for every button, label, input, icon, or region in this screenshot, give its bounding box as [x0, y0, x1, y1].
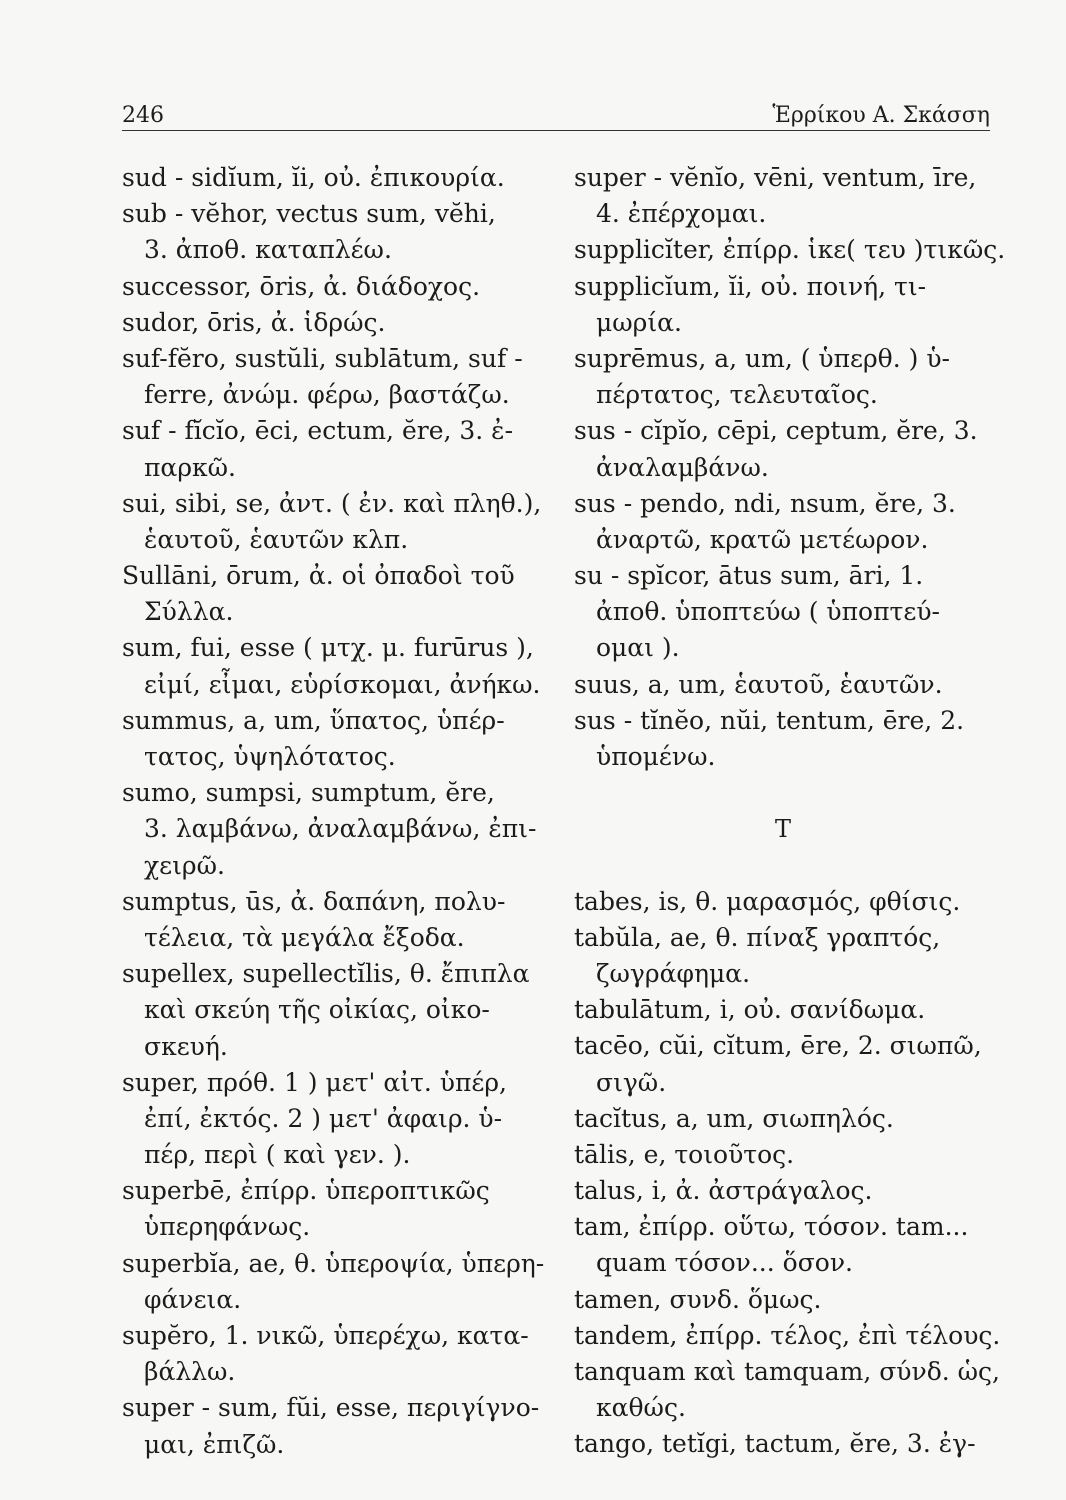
- entry-line: su - spĭcor, ātus sum, āri, 1.: [574, 561, 924, 591]
- entry-line: superbĭa, ae, θ. ὑπεροψία, ὑπερη-: [122, 1248, 545, 1278]
- entry-line: sudor, ōris, ἀ. ἱδρώς.: [122, 307, 386, 337]
- entry-line: sub - vĕhor, vectus sum, vĕhi,: [122, 199, 496, 229]
- entry-line: ζωγράφημα.: [596, 958, 751, 988]
- entry-line: παρκῶ.: [144, 452, 236, 482]
- entry-line: ἑαυτοῦ, ἑαυτῶν κλπ.: [144, 524, 409, 554]
- entry-line: σιγῶ.: [596, 1067, 667, 1097]
- entry-line: φάνεια.: [144, 1284, 242, 1314]
- entry-line: sus - cĭpĭo, cēpi, ceptum, ĕre, 3.: [574, 416, 978, 446]
- entry-line: tanquam καὶ tamquam, σύνδ. ὡς,: [574, 1357, 1000, 1387]
- entry-line: ὑπομένω.: [596, 742, 716, 771]
- entry-line: super - vĕnĭo, vēni, ventum, īre,: [574, 163, 977, 192]
- entry-line: suf-fĕro, sustŭli, sublātum, suf -: [122, 343, 523, 373]
- entry-line: suus, a, um, ἑαυτοῦ, ἑαυτῶν.: [574, 669, 943, 699]
- entry-line: Sullāni, ōrum, ἀ. οἱ ὀπαδοὶ τοῦ: [122, 561, 515, 591]
- entry-line: ἀναρτῶ, κρατῶ μετέωρον.: [596, 524, 929, 554]
- entry-line: superbē, ἐπίρρ. ὑπεροπτικῶς: [122, 1176, 490, 1206]
- entry-line: 4. ἐπέρχομαι.: [596, 199, 767, 229]
- entry-line: quam τόσον... ὅσον.: [596, 1248, 853, 1278]
- entry-line: sus - pendo, ndi, nsum, ĕre, 3.: [574, 488, 956, 518]
- entry-line: ferre, ἀνώμ. φέρω, βαστάζω.: [144, 380, 510, 410]
- entry-line: πέρ, περὶ ( καὶ γεν. ).: [144, 1140, 411, 1170]
- entry-line: Σύλλα.: [144, 597, 234, 627]
- entry-line: talus, i, ἀ. ἀστράγαλος.: [574, 1176, 873, 1206]
- entry-line: supplicĭter, ἐπίρρ. ἱκε( τευ )τικῶς.: [574, 235, 1006, 265]
- entry-line: sus - tĭnĕo, nŭi, tentum, ēre, 2.: [574, 705, 965, 735]
- page-header: [122, 92, 990, 128]
- entry-line: ομαι ).: [596, 633, 680, 663]
- entry-line: sumo, sumpsi, sumptum, ĕre,: [122, 778, 495, 808]
- entry-line: sumptus, ūs, ἀ. δαπάνη, πολυ-: [122, 886, 506, 916]
- entry-line: 3. ἀποθ. καταπλέω.: [144, 235, 392, 265]
- entry-line: tacĭtus, a, um, σιωπηλός.: [574, 1103, 894, 1133]
- entry-line: super, πρόθ. 1 ) μετ' αἰτ. ὑπέρ,: [122, 1067, 507, 1097]
- entry-line: tandem, ἐπίρρ. τέλος, ἐπὶ τέλους.: [574, 1320, 1001, 1350]
- right-column: [574, 160, 1006, 1463]
- entry-line: καὶ σκεύη τῆς οἰκίας, οἰκο-: [144, 995, 490, 1025]
- entry-line: sud - sidĭum, ĭi, οὐ. ἐπικουρία.: [122, 163, 505, 192]
- entry-line: ἀποθ. ὑποπτεύω ( ὑποπτεύ-: [596, 597, 940, 627]
- entry-line: τέλεια, τὰ μεγάλα ἔξοδα.: [144, 922, 465, 952]
- entry-line: super - sum, fŭi, esse, περιγίγνο-: [122, 1393, 540, 1423]
- entry-line: successor, ōris, ἀ. διάδοχος.: [122, 271, 481, 301]
- entry-line: tabŭla, ae, θ. πίναξ γραπτός,: [574, 922, 941, 952]
- section-letter: T: [774, 815, 791, 844]
- entry-line: suprēmus, a, um, ( ὑπερθ. ) ὑ-: [574, 343, 950, 373]
- entry-line: sui, sibi, se, ἀντ. ( ἐν. καὶ πληθ.),: [122, 488, 542, 518]
- entry-line: μαι, ἐπιζῶ.: [144, 1429, 285, 1459]
- page-number: 246: [122, 103, 164, 128]
- entry-line: εἰμί, εἶμαι, εὑρίσκομαι, ἀνήκω.: [144, 669, 541, 699]
- entry-line: tālis, e, τοιοῦτος.: [574, 1139, 795, 1169]
- entry-line: ἀναλαμβάνω.: [596, 452, 769, 482]
- running-title: Ἑρρίκου Α. Σκάσση: [772, 103, 990, 128]
- entry-line: πέρτατος, τελευταῖος.: [596, 380, 878, 410]
- entry-line: σκευή.: [144, 1031, 228, 1061]
- entry-line: tabes, is, θ. μαρασμός, φθίσις.: [574, 886, 961, 916]
- entry-line: supĕro, 1. νικῶ, ὑπερέχω, κατα-: [122, 1321, 529, 1350]
- entry-line: βάλλω.: [144, 1357, 236, 1387]
- entry-line: καθώς.: [596, 1393, 686, 1423]
- entry-line: ὑπερηφάνως.: [144, 1212, 311, 1242]
- entry-line: sum, fui, esse ( μτχ. μ. furūrus ),: [122, 633, 534, 663]
- entry-line: μωρία.: [596, 307, 682, 337]
- entry-line: summus, a, um, ὕπατος, ὑπέρ-: [122, 705, 505, 735]
- left-column: [122, 160, 545, 1463]
- entry-line: 3. λαμβάνω, ἀναλαμβάνω, ἐπι-: [144, 814, 537, 844]
- entry-line: tango, tetĭgi, tactum, ĕre, 3. ἐγ-: [574, 1429, 976, 1459]
- entry-line: τατος, ὑψηλότατος.: [144, 742, 396, 771]
- header-rule: [122, 130, 990, 131]
- entry-line: ἐπί, ἐκτός. 2 ) μετ' ἀφαιρ. ὑ-: [144, 1103, 503, 1133]
- entry-line: tabulātum, i, οὐ. σανίδωμα.: [574, 995, 926, 1025]
- entry-line: suf - fĭcĭo, ēci, ectum, ĕre, 3. ἐ-: [122, 416, 514, 446]
- entry-line: tacēo, cŭi, cĭtum, ēre, 2. σιωπῶ,: [574, 1031, 982, 1061]
- entry-line: tam, ἐπίρρ. οὕτω, τόσον. tam...: [574, 1212, 969, 1242]
- entry-line: supellex, supellectĭlis, θ. ἔπιπλα: [122, 959, 530, 989]
- entry-line: tamen, συνδ. ὅμως.: [574, 1284, 822, 1314]
- entry-line: χειρῶ.: [144, 850, 225, 880]
- entry-line: supplicĭum, ĭi, οὐ. ποινή, τι-: [574, 271, 927, 301]
